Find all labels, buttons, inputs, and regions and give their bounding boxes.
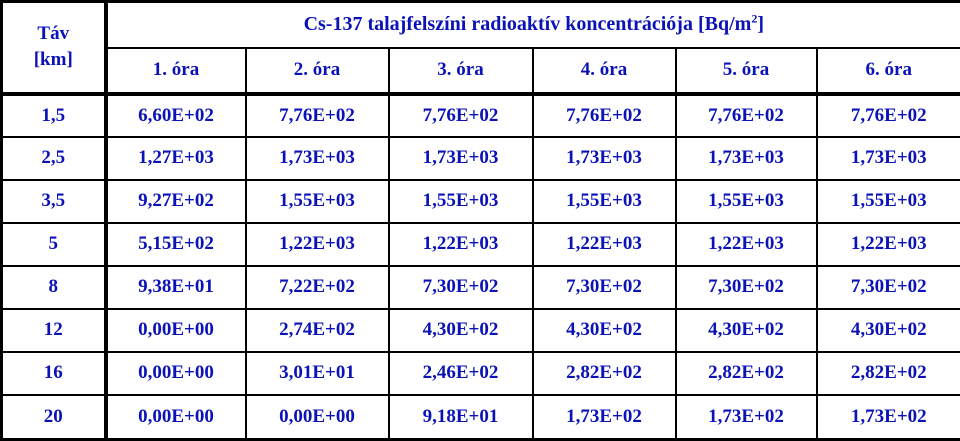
value-cell: 1,73E+02: [676, 395, 817, 440]
value-cell: 7,30E+02: [817, 266, 960, 309]
value-cell: 1,22E+03: [817, 223, 960, 266]
table-title-end: ]: [757, 13, 764, 35]
value-cell: 4,30E+02: [817, 309, 960, 352]
value-cell: 3,01E+01: [246, 352, 389, 395]
value-cell: 7,30E+02: [676, 266, 817, 309]
hour-header: 2. óra: [246, 48, 389, 94]
value-cell: 9,27E+02: [106, 180, 246, 223]
distance-header: [2, 2, 106, 94]
value-cell: 0,00E+00: [106, 309, 246, 352]
value-cell: 7,76E+02: [676, 94, 817, 137]
value-cell: 7,22E+02: [246, 266, 389, 309]
value-cell: 6,60E+02: [106, 94, 246, 137]
table-row: [2, 137, 960, 180]
value-cell: 1,73E+03: [246, 137, 389, 180]
table-title-text: Cs-137 talajfelszíni radioaktív koncentrációja [Bq/m: [304, 13, 752, 35]
header-row-hours: [2, 48, 960, 94]
value-cell: 1,55E+03: [389, 180, 533, 223]
hour-header: 3. óra: [389, 48, 533, 94]
value-cell: 4,30E+02: [676, 309, 817, 352]
distance-cell: 1,5: [2, 94, 106, 137]
value-cell: 1,22E+03: [676, 223, 817, 266]
value-cell: 5,15E+02: [106, 223, 246, 266]
table-row: [2, 94, 960, 137]
value-cell: 2,82E+02: [533, 352, 676, 395]
value-cell: 4,30E+02: [389, 309, 533, 352]
value-cell: 4,30E+02: [533, 309, 676, 352]
table-row: [2, 309, 960, 352]
value-cell: 7,76E+02: [817, 94, 960, 137]
distance-cell: 8: [2, 266, 106, 309]
value-cell: 0,00E+00: [106, 395, 246, 440]
table-row: [2, 352, 960, 395]
value-cell: 1,73E+02: [533, 395, 676, 440]
value-cell: 2,46E+02: [389, 352, 533, 395]
value-cell: 1,55E+03: [676, 180, 817, 223]
value-cell: 2,82E+02: [817, 352, 960, 395]
value-cell: 1,22E+03: [246, 223, 389, 266]
table-title-superscript: 2: [751, 12, 757, 26]
value-cell: 0,00E+00: [106, 352, 246, 395]
value-cell: 2,82E+02: [676, 352, 817, 395]
value-cell: 2,74E+02: [246, 309, 389, 352]
distance-cell: 20: [2, 395, 106, 440]
value-cell: 1,27E+03: [106, 137, 246, 180]
value-cell: 1,22E+03: [533, 223, 676, 266]
hour-header: 4. óra: [533, 48, 676, 94]
hour-header: 1. óra: [106, 48, 246, 94]
distance-cell: 3,5: [2, 180, 106, 223]
table-title: [106, 2, 960, 48]
distance-cell: 5: [2, 223, 106, 266]
header-row-title: [2, 2, 960, 48]
value-cell: 7,30E+02: [533, 266, 676, 309]
value-cell: 1,73E+03: [389, 137, 533, 180]
distance-cell: 2,5: [2, 137, 106, 180]
distance-cell: 16: [2, 352, 106, 395]
distance-header-line1: Táv: [37, 23, 69, 44]
value-cell: 9,18E+01: [389, 395, 533, 440]
table-row: [2, 395, 960, 440]
value-cell: 7,76E+02: [246, 94, 389, 137]
table-row: [2, 266, 960, 309]
value-cell: 1,22E+03: [389, 223, 533, 266]
value-cell: 7,76E+02: [389, 94, 533, 137]
distance-cell: 12: [2, 309, 106, 352]
value-cell: 1,73E+02: [817, 395, 960, 440]
value-cell: 9,38E+01: [106, 266, 246, 309]
table-row: [2, 180, 960, 223]
value-cell: 1,73E+03: [817, 137, 960, 180]
value-cell: 7,76E+02: [533, 94, 676, 137]
value-cell: 1,55E+03: [246, 180, 389, 223]
value-cell: 0,00E+00: [246, 395, 389, 440]
value-cell: 1,73E+03: [533, 137, 676, 180]
table-row: [2, 223, 960, 266]
value-cell: 1,73E+03: [676, 137, 817, 180]
value-cell: 1,55E+03: [533, 180, 676, 223]
distance-header-line2: [km]: [34, 49, 73, 70]
hour-header: 5. óra: [676, 48, 817, 94]
value-cell: 1,55E+03: [817, 180, 960, 223]
value-cell: 7,30E+02: [389, 266, 533, 309]
hour-header: 6. óra: [817, 48, 960, 94]
